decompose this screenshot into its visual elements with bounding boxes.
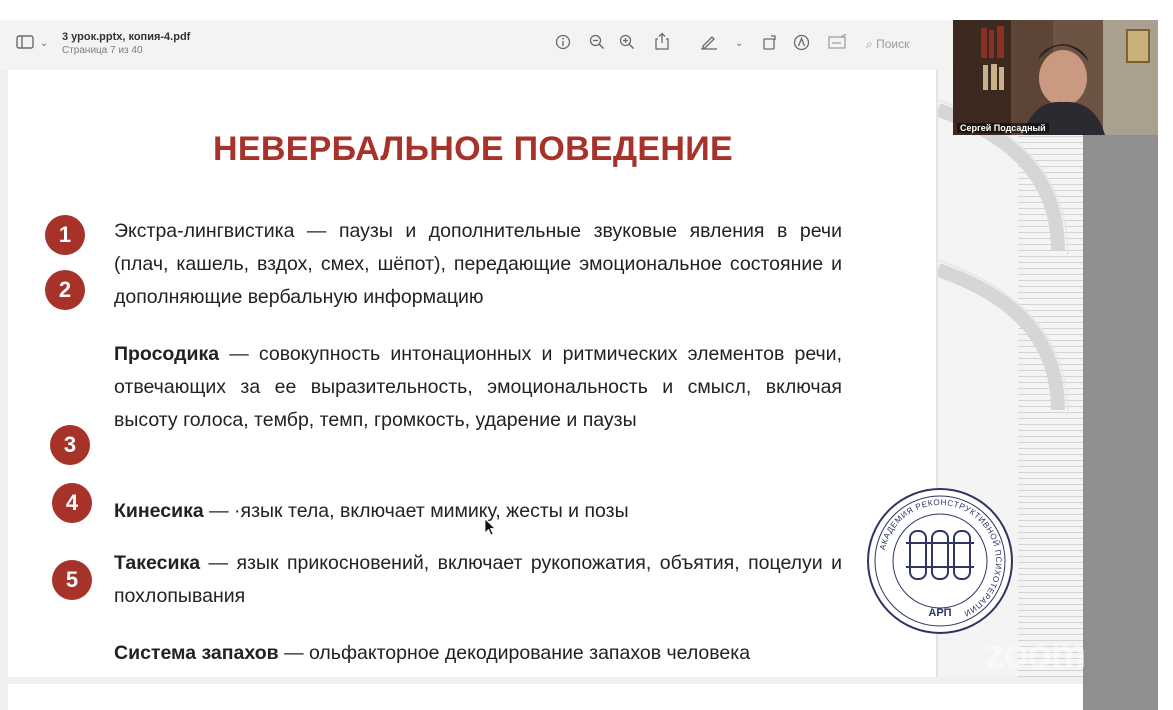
next-slide-edge — [8, 684, 1083, 710]
number-badge-4: 4 — [52, 483, 92, 523]
participant-name: Сергей Подсадный — [957, 123, 1049, 133]
item-text: — ольфакторное декодирование запахов человека — [278, 642, 751, 664]
svg-text:АКАДЕМИЯ РЕКОНСТРУКТИВНОЙ ПСИХ: АКАДЕМИЯ РЕКОНСТРУКТИВНОЙ ПСИХОТЕРАПИИ — [878, 497, 1004, 619]
academy-seal-logo — [866, 487, 1014, 635]
zoom-watermark: zoom — [985, 632, 1086, 676]
search-icon: ⌕ — [866, 37, 873, 51]
svg-text:АРП: АРП — [928, 607, 952, 619]
document-area — [0, 70, 1158, 710]
item-kinesics — [114, 495, 842, 528]
pen-icon[interactable] — [700, 34, 718, 56]
chevron-down-icon[interactable]: ⌄ — [735, 38, 744, 49]
number-badge-2: 2 — [45, 270, 85, 310]
slide-page — [8, 70, 1086, 677]
zoom-out-icon[interactable] — [589, 34, 605, 56]
number-badge-3: 3 — [50, 425, 90, 465]
item-takesics — [114, 547, 842, 613]
zoom-in-icon[interactable] — [619, 34, 635, 56]
item-term: Такесика — [114, 552, 201, 574]
chevron-down-icon[interactable]: ⌄ — [40, 38, 49, 49]
item-extralinguistics — [114, 215, 842, 314]
item-text: Экстра-лингвистика — паузы и дополнительные звуковые явления в речи (плач, кашель, вздох, смех, шёпот), передающие эмоциональное состояние и дополняющие вербальную информацию — [114, 220, 842, 308]
item-smell-system — [114, 637, 842, 670]
item-text: — язык прикосновений, включает рукопожатия, объятия, поцелуи и похлопывания — [114, 552, 842, 607]
number-badge-1: 1 — [45, 215, 85, 255]
share-icon[interactable] — [654, 32, 670, 56]
sidebar-icon[interactable] — [16, 35, 34, 55]
page-indicator: Страница 7 из 40 — [62, 45, 143, 56]
document-title: 3 урок.pptx, копия-4.pdf — [62, 31, 191, 43]
item-term: Система запахов — [114, 642, 279, 664]
item-text: — ·язык тела, включает мимику, жесты и позы — [203, 500, 629, 522]
item-term: Просодика — [114, 343, 220, 365]
search-placeholder: Поиск — [876, 37, 910, 51]
screen-top-strip — [0, 0, 1173, 20]
rotate-icon[interactable] — [762, 34, 778, 56]
info-icon[interactable] — [555, 34, 571, 56]
slide-title: НЕВЕРБАЛЬНОЕ ПОВЕДЕНИЕ — [213, 130, 733, 168]
item-prosody — [114, 338, 842, 437]
form-icon[interactable] — [828, 34, 848, 56]
mouse-cursor-icon — [484, 518, 496, 536]
search-field[interactable] — [866, 34, 950, 54]
number-badge-5: 5 — [52, 560, 92, 600]
markup-icon[interactable] — [793, 34, 810, 57]
item-term: Кинесика — [114, 500, 204, 522]
sidebar-gray-area — [1083, 70, 1158, 710]
participant-video[interactable] — [953, 20, 1158, 135]
item-text: — совокупность интонационных и ритмических элементов речи, отвечающих за ее выразительность, эмоциональность и смысл, включая высоту голоса, тембр, темп, громкость, ударение и паузы — [114, 343, 842, 431]
